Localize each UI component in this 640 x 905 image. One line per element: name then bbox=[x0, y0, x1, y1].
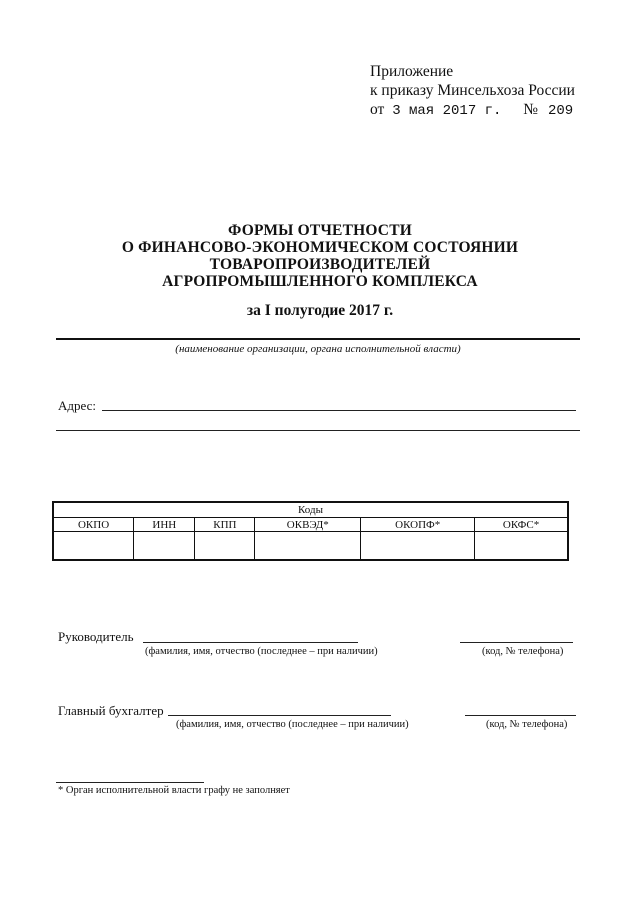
accountant-name-caption: (фамилия, имя, отчество (последнее – при наличии) bbox=[176, 719, 409, 730]
col-okpo: ОКПО bbox=[53, 518, 134, 532]
accountant-phone-field[interactable] bbox=[465, 715, 576, 716]
codes-header: Коды bbox=[53, 502, 568, 518]
appendix-date: 3 мая 2017 г. bbox=[392, 103, 502, 119]
okved-cell[interactable] bbox=[255, 532, 361, 561]
col-kpp: КПП bbox=[195, 518, 255, 532]
head-name-field[interactable] bbox=[143, 642, 358, 643]
appendix-number-label: № bbox=[523, 101, 539, 118]
title-line-3: ТОВАРОПРОИЗВОДИТЕЛЕЙ bbox=[209, 256, 431, 273]
appendix-title: Приложение bbox=[370, 63, 454, 80]
title-line-2: О ФИНАНСОВО-ЭКОНОМИЧЕСКОМ СОСТОЯНИИ bbox=[121, 239, 519, 256]
col-okopf: ОКОПФ* bbox=[361, 518, 475, 532]
head-name-caption: (фамилия, имя, отчество (последнее – при наличии) bbox=[145, 646, 378, 657]
accountant-name-field[interactable] bbox=[168, 715, 391, 716]
okopf-cell[interactable] bbox=[361, 532, 475, 561]
report-period: за I полугодие 2017 г. bbox=[246, 302, 394, 319]
address-field-line-2[interactable] bbox=[56, 430, 580, 431]
address-label: Адрес: bbox=[58, 398, 96, 413]
title-line-4: АГРОПРОМЫШЛЕННОГО КОМПЛЕКСА bbox=[162, 273, 478, 290]
inn-cell[interactable] bbox=[134, 532, 195, 561]
kpp-cell[interactable] bbox=[195, 532, 255, 561]
title-line-1: ФОРМЫ ОТЧЕТНОСТИ bbox=[228, 222, 412, 239]
col-inn: ИНН bbox=[134, 518, 195, 532]
codes-table bbox=[52, 501, 569, 561]
address-field[interactable] bbox=[102, 410, 576, 411]
appendix-block bbox=[370, 62, 575, 121]
col-okved: ОКВЭД* bbox=[255, 518, 361, 532]
accountant-phone-caption: (код, № телефона) bbox=[486, 719, 568, 730]
head-phone-caption: (код, № телефона) bbox=[482, 646, 564, 657]
appendix-number: 209 bbox=[547, 103, 574, 119]
appendix-order: к приказу Минсельхоза России bbox=[370, 82, 575, 99]
head-label: Руководитель bbox=[58, 629, 134, 644]
appendix-from-label: от bbox=[370, 101, 385, 118]
footnote: * Орган исполнительной власти графу не заполняет bbox=[58, 785, 290, 796]
form-title bbox=[0, 222, 640, 290]
okpo-cell[interactable] bbox=[53, 532, 134, 561]
accountant-label: Главный бухгалтер bbox=[58, 703, 164, 718]
footnote-separator bbox=[56, 782, 204, 783]
appendix-date-line bbox=[370, 100, 575, 121]
org-name-caption: (наименование организации, органа исполнительной власти) bbox=[175, 343, 461, 355]
org-name-field[interactable] bbox=[56, 338, 580, 340]
okfs-cell[interactable] bbox=[475, 532, 568, 561]
col-okfs: ОКФС* bbox=[475, 518, 568, 532]
head-phone-field[interactable] bbox=[460, 642, 573, 643]
